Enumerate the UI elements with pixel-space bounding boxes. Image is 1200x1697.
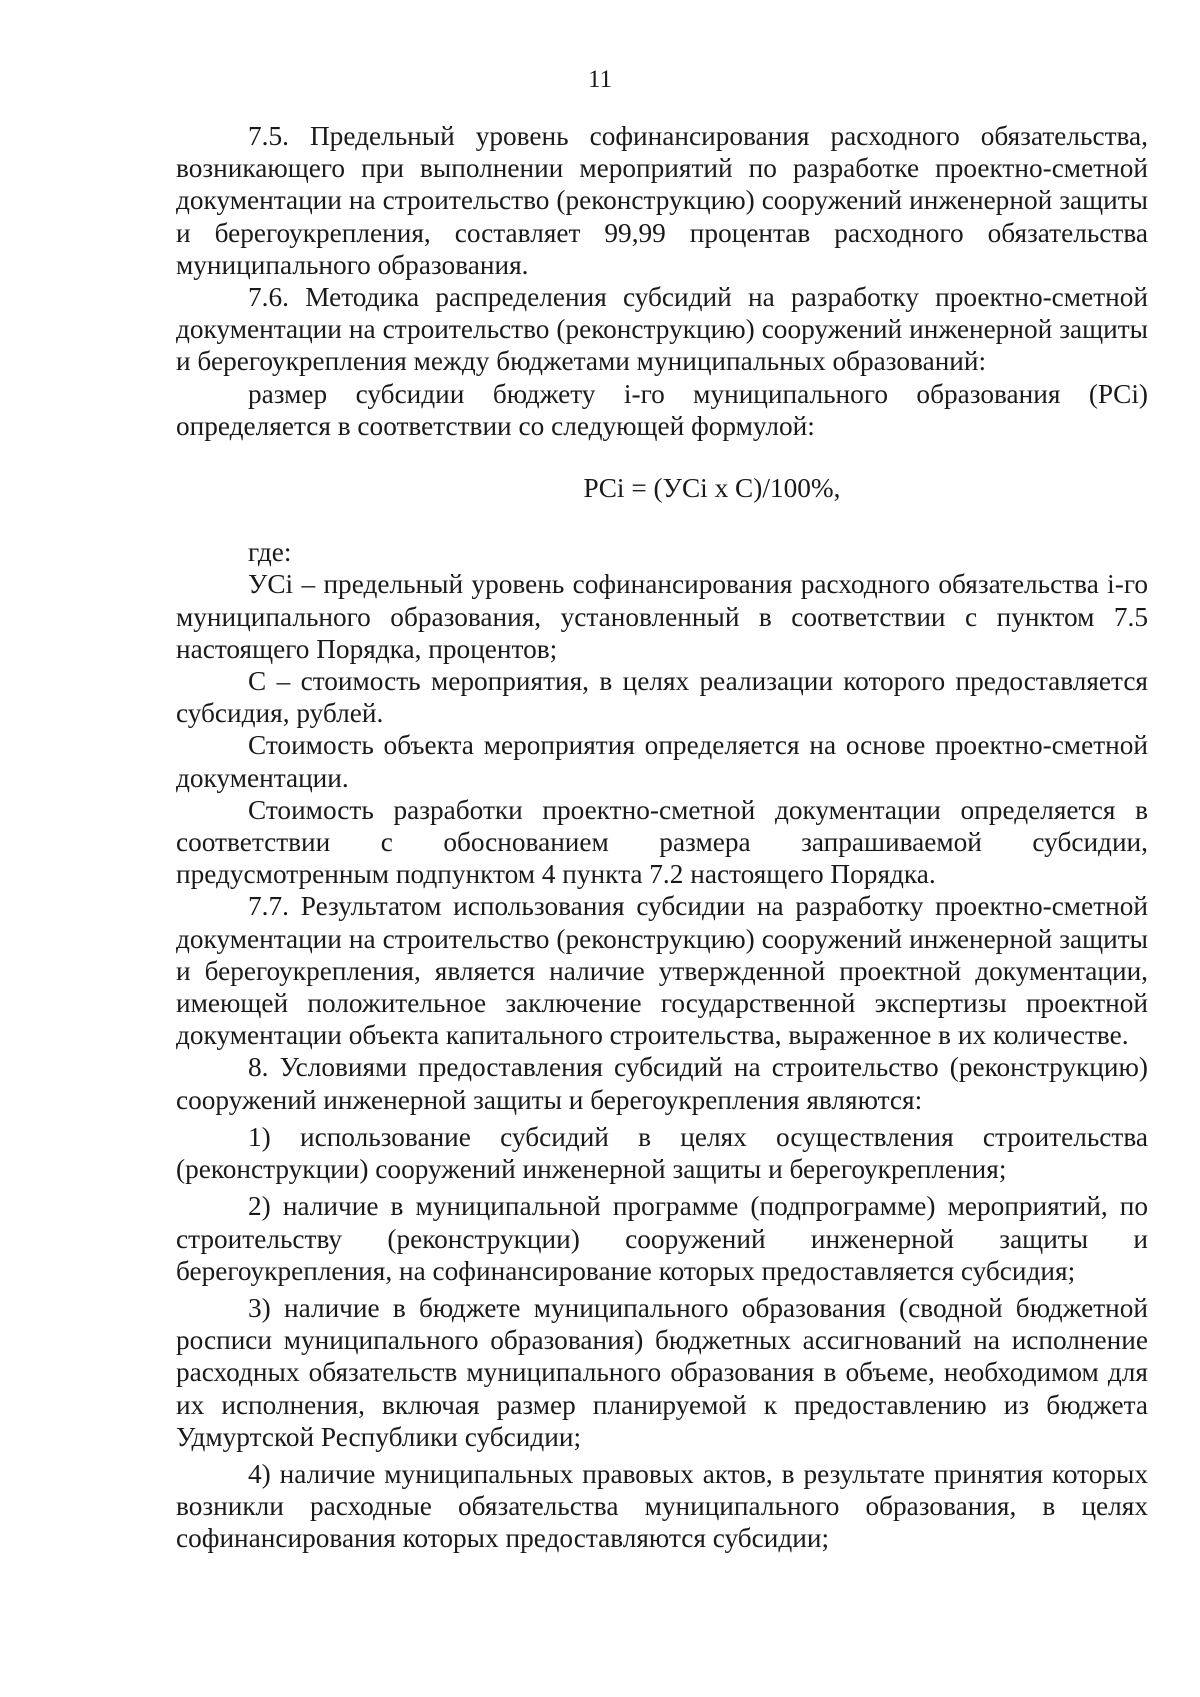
paragraph-8-item-2: 2) наличие в муниципальной программе (подпрограмме) мероприятий, по строительству (реконструкции) сооружений инженерной защиты и берегоукрепления, на софинансирование которых предоставляется субсидия; bbox=[176, 1191, 1148, 1286]
formula: PCi = (УСi x C)/100%, bbox=[583, 473, 841, 504]
paragraph-8: 8. Условиями предоставления субсидий на строительство (реконструкцию) сооружений инженерной защиты и берегоукрепления являются: bbox=[176, 1052, 1148, 1115]
paragraph-8-item-1: 1) использование субсидий в целях осуществления строительства (реконструкции) сооружений инженерной защиты и берегоукрепления; bbox=[176, 1121, 1148, 1185]
usi-definition: УСi – предельный уровень софинансирования расходного обязательства i-го муниципального образования, установленный в соответствии с пунктом 7.5 настоящего Порядка, процентов; bbox=[176, 569, 1148, 664]
paragraph-7-5: 7.5. Предельный уровень софинансирования расходного обязательства, возникающего при выполнении мероприятий по разработке проектно-сметной документации на строительство (реконструкцию) сооружений инженерной защиты и берегоукрепления, составляет 99,99 процентав расходного обязательства муниципального образования. bbox=[176, 121, 1148, 280]
paragraph-8-item-4: 4) наличие муниципальных правовых актов, в результате принятия которых возникли расходные обязательства муниципального образования, в целях софинансирования которых предоставляются субсидии; bbox=[176, 1458, 1148, 1554]
paragraph-7-6: 7.6. Методика распределения субсидий на разработку проектно-сметной документации на строительство (реконструкцию) сооружений инженерной защиты и берегоукрепления между бюджетами муниципальных образований: bbox=[176, 282, 1148, 377]
paragraph-7-7: 7.7. Результатом использования субсидии на разработку проектно-сметной документации на строительство (реконструкцию) сооружений инженерной защиты и берегоукрепления, является наличие утвержденной проектной документации, имеющей положительное заключение государственной экспертизы проектной документации объекта капитального строительства, выраженное в их количестве. bbox=[176, 891, 1148, 1051]
page-number: 11 bbox=[587, 66, 613, 93]
c-definition: С – стоимость мероприятия, в целях реализации которого предоставляется субсидия, рублей. bbox=[176, 666, 1148, 729]
paragraph-8-item-3: 3) наличие в бюджете муниципального образования (сводной бюджетной росписи муниципального образования) бюджетных ассигнований на исполнение расходных обязательств муниципального образования в объеме, необходимом для их исполнения, включая размер планируемой к предоставлению из бюджета Удмуртской Республики субсидии; bbox=[176, 1292, 1148, 1452]
document-body bbox=[176, 120, 1148, 1555]
where-label: где: bbox=[248, 537, 292, 568]
paragraph-7-6-subsidy-size: размер субсидии бюджету i-го муниципального образования (PCi) определяется в соответствии со следующей формулой: bbox=[176, 378, 1148, 441]
design-cost-paragraph: Стоимость разработки проектно-сметной документации определяется в соответствии с обоснованием размера запрашиваемой субсидии, предусмотренным подпунктом 4 пункта 7.2 настоящего Порядка. bbox=[176, 794, 1148, 890]
object-cost-paragraph: Стоимость объекта мероприятия определяется на основе проектно-сметной документации. bbox=[176, 730, 1148, 793]
